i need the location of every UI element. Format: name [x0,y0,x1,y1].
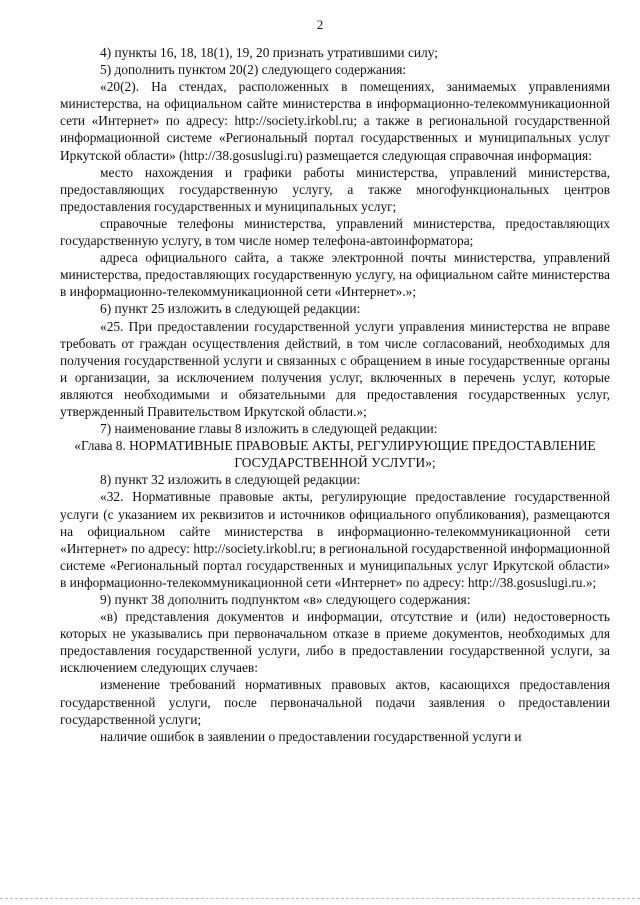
document-body [60,44,610,745]
paragraph: 4) пункты 16, 18, 18(1), 19, 20 признать утратившими силу; [100,45,438,60]
paragraph: 6) пункт 25 изложить в следующей редакции: [100,301,361,317]
paragraph: 8) пункт 32 изложить в следующей редакции: [100,472,361,488]
paragraph: «в) представления документов и информации, отсутствие и (или) недостоверность которых не указывались при первоначальном отказе в приеме документов, необходимых для предоставления государственной услуги, либо в предоставлении государственной услуги, за исключением следующих случаев: [60,609,610,676]
paragraph: 5) дополнить пунктом 20(2) следующего содержания: [100,62,407,78]
paragraph: изменение требований нормативных правовых актов, касающихся предоставления государственной услуги, после первоначальной подачи заявления о предоставлении государственной услуги; [60,677,610,727]
paragraph: наличие ошибок в заявлении о предоставлении государственной услуги и [100,728,522,744]
paragraph: «32. Нормативные правовые акты, регулирующие предоставление государственной услуги (с указанием их реквизитов и источников официального опубликования), размещаются на официальном сайте министерства в информационно-телекоммуникационной сети «Интернет» по адресу: http://society.irkobl.ru; в региональной государственной информационной системе «Региональный портал государственных и муниципальных услуг Иркутской области» в информационно-телекоммуникационной сети «Интернет» по адресу: http://38.gosuslugi.ru.»; [60,489,610,590]
page-number: 2 [316,17,324,32]
scan-edge-divider [0,898,640,900]
paragraph: 7) наименование главы 8 изложить в следующей редакции: [100,421,438,437]
paragraph: «20(2). На стендах, расположенных в помещениях, занимаемых управлениями министерства, на официальном сайте министерства в информационно-телекоммуникационной сети «Интернет» по адресу: http://society.irkobl.ru; а также в региональной государственной информационной системе «Региональный портал государственных и муниципальных услуг Иркутской области» (http://38.gosuslugi.ru) размещается следующая справочная информация: [60,79,610,163]
paragraph: место нахождения и графики работы министерства, управлений министерства, предоставляющих государственную услугу, а также многофункциональных центров предоставления государственных и муниципальных услуг; [60,164,610,214]
chapter-heading: «Глава 8. НОРМАТИВНЫЕ ПРАВОВЫЕ АКТЫ, РЕГУЛИРУЮЩИЕ ПРЕДОСТАВЛЕНИЕ ГОСУДАРСТВЕННОЙ УСЛУГИ»; [74,438,596,471]
paragraph: 9) пункт 38 дополнить подпунктом «в» следующего содержания: [100,592,471,607]
paragraph: «25. При предоставлении государственной услуги управления министерства не вправе требовать от граждан осуществления действий, в том числе согласований, необходимых для получения государственной услуги и связанных с обращением в иные государственные органы и организации, за исключением получения услуг, включенных в перечень услуг, которые являются необходимыми и обязательными для предоставления государственных услуг, утвержденный Правительством Иркутской области.»; [60,318,610,419]
paragraph: справочные телефоны министерства, управлений министерства, предоставляющих государственную услугу, в том числе номер телефона-автоинформатора; [60,215,610,249]
paragraph: адреса официального сайта, а также электронной почты министерства, управлений министерства, предоставляющих государственную услугу, на официальном сайте министерства в информационно-телекоммуникационной сети «Интернет».»; [60,250,610,300]
